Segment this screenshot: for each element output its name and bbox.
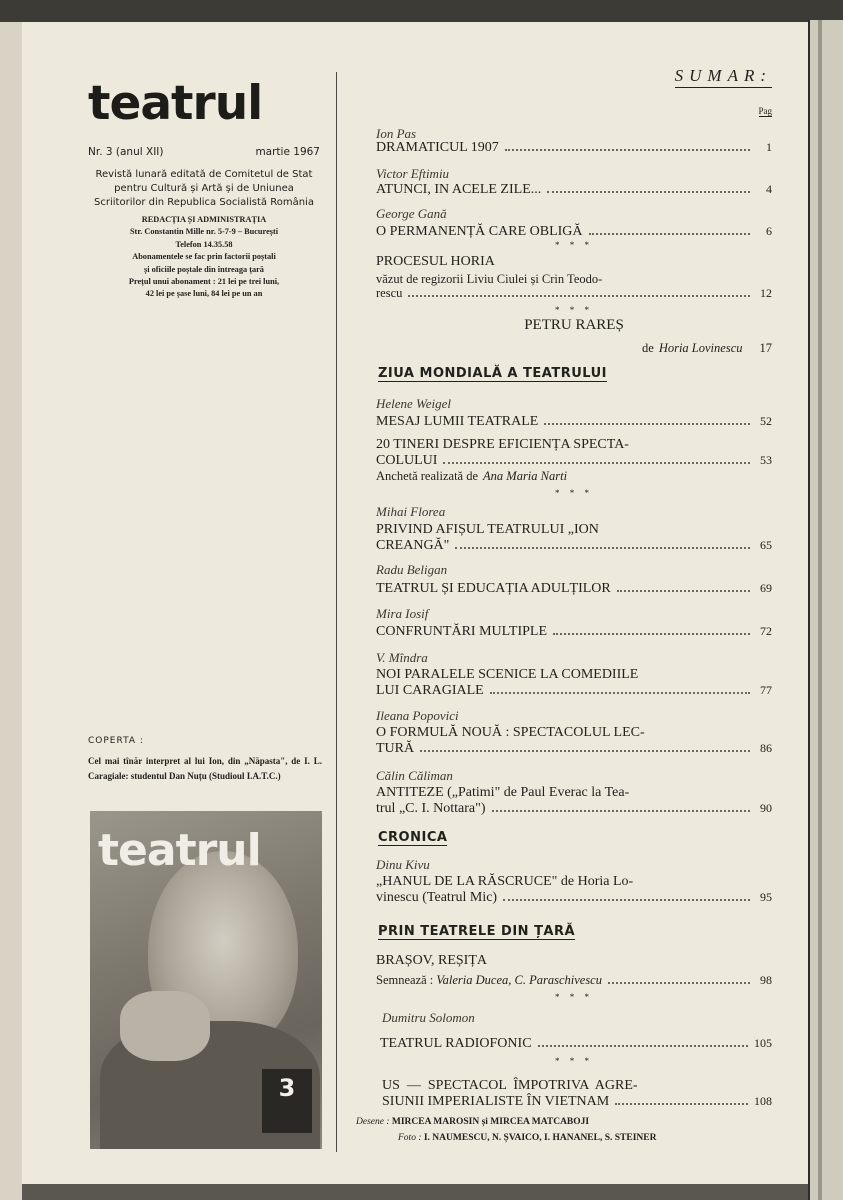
scan-left-edge (0, 22, 22, 1200)
toc-author: Victor Eftimiu (376, 166, 450, 181)
entry-page: 52 (760, 414, 772, 428)
cover-label: COPERTA : (88, 736, 144, 746)
entry-title: US — SPECTACOL ÎMPOTRIVA AGRE- (382, 1078, 638, 1093)
credit-names: MIRCEA MAROSIN și MIRCEA MATCABOJI (391, 1117, 590, 1127)
entry-title: 20 TINERI DESPRE EFICIENȚA SPECTA- (376, 437, 629, 452)
toc-entry[interactable] (376, 224, 772, 240)
entry-title: PRIVIND AFIȘUL TEATRULUI „ION (376, 522, 599, 537)
binding-edge (808, 20, 843, 1200)
entry-page: 6 (766, 224, 772, 238)
toc-entry[interactable] (376, 522, 772, 553)
separator-stars: * * * (555, 240, 593, 250)
toc-entry[interactable] (380, 1036, 772, 1052)
binding-line (818, 20, 822, 1200)
toc-author: Mira Iosif (376, 606, 429, 621)
toc-entry[interactable] (376, 140, 772, 156)
cover-photo (90, 811, 322, 1149)
editorial-address (88, 214, 320, 301)
toc-entry[interactable] (376, 437, 772, 468)
toc-entry[interactable] (376, 953, 772, 969)
toc-author: Mihai Florea (376, 504, 446, 519)
page-column-label: Pag (758, 106, 772, 116)
toc-author: Călin Căliman (376, 768, 453, 783)
entry-page: 105 (754, 1036, 772, 1050)
issue-date: martie 1967 (255, 146, 320, 158)
toc-author: Ileana Popovici (376, 708, 459, 723)
entry-subtitle-line: Anchetă realizată de Ana Maria Narti (376, 469, 568, 483)
entry-page: 108 (754, 1093, 772, 1108)
entry-page: 1 (766, 140, 772, 154)
entry-title: PETRU RAREȘ (524, 317, 624, 333)
magazine-logo: teatrul (88, 76, 263, 131)
toc-author: Dumitru Solomon (382, 1010, 475, 1025)
entry-subtitle: văzut de regizorii Liviu Ciulei și Crin Teodo- (376, 272, 603, 286)
entry-title: MESAJ LUMII TEATRALE (376, 414, 539, 429)
entry-title-cont: TURĂ (376, 740, 415, 756)
entry-title: DRAMATICUL 1907 (376, 140, 499, 155)
address-line: Telefon 14.35.58 (175, 239, 233, 249)
toc-author: Radu Beligan (376, 562, 448, 577)
toc-author: George Gană (376, 206, 447, 221)
toc-entry[interactable] (382, 1078, 772, 1109)
toc-entry[interactable] (376, 874, 772, 905)
address-line: 42 lei pe șase luni, 84 lei pe un an (145, 289, 263, 299)
entry-title: O PERMANENȚĂ CARE OBLIGĂ (376, 224, 583, 239)
section-heading: CRONICA (378, 830, 448, 845)
separator-stars: * * * (555, 1056, 593, 1066)
toc-author: Dinu Kivu (376, 857, 430, 872)
entry-page: 86 (760, 740, 772, 755)
separator-stars: * * * (555, 992, 593, 1002)
toc-author: V. Mîndra (376, 650, 428, 665)
entry-title-cont: LUI CARAGIALE (376, 682, 484, 698)
entry-title: BRAȘOV, REȘIȚA (376, 953, 487, 968)
entry-co-author: Ana Maria Narti (483, 469, 568, 483)
entry-title-cont: CREANGĂ" (376, 537, 450, 553)
section-heading: PRIN TEATRELE DIN ȚARĂ (378, 924, 576, 939)
entry-title-cont: trul „C. I. Nottara") (376, 800, 486, 816)
address-line: Str. Constantin Mille nr. 5-7-9 – București (129, 227, 279, 237)
entry-subtitle-line: de Horia Lovinescu 17 (642, 341, 772, 355)
entry-title: TEATRUL ȘI EDUCAȚIA ADULȚILOR (376, 581, 611, 596)
entry-page: 4 (766, 182, 772, 196)
cover-description: Cel mai tînăr interpret al lui Ion, din „Năpasta", de I. L. Caragiale: studentul Dan Nuțu (Studioul I.A.T.C.) (88, 756, 322, 781)
credit-names: I. NAUMESCU, N. ȘVAICO, I. HANANEL, S. STEINER (423, 1133, 657, 1143)
entry-title-cont: SIUNII IMPERIALISTE ÎN VIETNAM (382, 1093, 610, 1109)
toc-entry[interactable] (376, 182, 772, 198)
entry-co-author: Valeria Ducea, C. Paraschivescu (436, 973, 602, 987)
toc-entry[interactable] (376, 414, 772, 430)
entry-title: TEATRUL RADIOFONIC (380, 1036, 532, 1051)
entry-title: CONFRUNTĂRI MULTIPLE (376, 624, 547, 639)
entry-page: 72 (760, 624, 772, 638)
separator-stars: * * * (555, 488, 593, 498)
credit-label: Foto : (398, 1133, 422, 1143)
entry-subtitle-line: Semnează : Valeria Ducea, C. Paraschivescu 98 (376, 973, 772, 987)
separator-stars: * * * (555, 305, 593, 315)
address-line: Prețul unui abonament : 21 lei pe trei luni, (128, 277, 280, 287)
entry-page: 65 (760, 537, 772, 552)
entry-title: NOI PARALELE SCENICE LA COMEDIILE (376, 667, 639, 682)
toc-entry[interactable] (376, 254, 772, 270)
publisher-description: Revistă lunară editată de Comitetul de Stat pentru Cultură și Artă și de Uniunea Scriitorilor din Republica Socialistă România (94, 169, 314, 208)
cover-issue-badge: 3 (262, 1069, 312, 1133)
entry-page: 77 (760, 682, 772, 697)
toc-heading: SUMAR: (675, 66, 772, 88)
drawings-credit (356, 1117, 589, 1127)
entry-page: 53 (760, 452, 772, 467)
column-divider (336, 72, 337, 1152)
issue-line (88, 146, 320, 158)
entry-title-cont: vinescu (Teatrul Mic) (376, 889, 498, 905)
entry-page: 95 (760, 889, 772, 904)
entry-title: ATUNCI, IN ACELE ZILE... (376, 182, 542, 197)
toc-entry[interactable] (376, 318, 772, 334)
entry-title-cont: COLULUI (376, 452, 438, 468)
entry-title: PROCESUL HORIA (376, 254, 495, 269)
entry-page: 17 (759, 341, 772, 355)
photo-credit (398, 1133, 656, 1143)
entry-title: „HANUL DE LA RĂSCRUCE" de Horia Lo- (376, 874, 634, 889)
entry-co-author: Horia Lovinescu (658, 341, 743, 355)
toc-author: Helene Weigel (376, 396, 451, 411)
address-line: REDACȚIA ȘI ADMINISTRAȚIA (141, 215, 267, 224)
cover-title: teatrul (98, 825, 261, 876)
toc-author: Ion Pas (376, 126, 417, 141)
entry-page: 98 (760, 973, 772, 987)
address-line: Abonamentele se fac prin factorii poștali (132, 252, 276, 262)
scan-top-edge (0, 0, 843, 24)
toc-entry[interactable] (376, 667, 772, 698)
entry-page: 12 (760, 286, 772, 300)
section-heading: ZIUA MONDIALĂ A TEATRULUI (378, 366, 607, 381)
entry-title: ANTITEZE („Patimi" de Paul Everac la Tea- (376, 785, 630, 800)
toc-entry[interactable] (376, 725, 772, 756)
actor-hand (120, 991, 210, 1061)
entry-page: 90 (760, 800, 772, 815)
credit-label: Desene : (356, 1117, 390, 1127)
masthead (88, 76, 320, 301)
entry-title: O FORMULĂ NOUĂ : SPECTACOLUL LEC- (376, 725, 645, 740)
issue-number: Nr. 3 (anul XII) (88, 146, 164, 158)
entry-subtitle-line: rescu 12 (376, 286, 772, 300)
toc-entry[interactable] (376, 581, 772, 597)
toc-entry[interactable] (376, 624, 772, 640)
toc-entry[interactable] (376, 785, 772, 816)
entry-page: 69 (760, 581, 772, 595)
address-line: și oficiile poștale din întreaga țară (144, 264, 264, 274)
